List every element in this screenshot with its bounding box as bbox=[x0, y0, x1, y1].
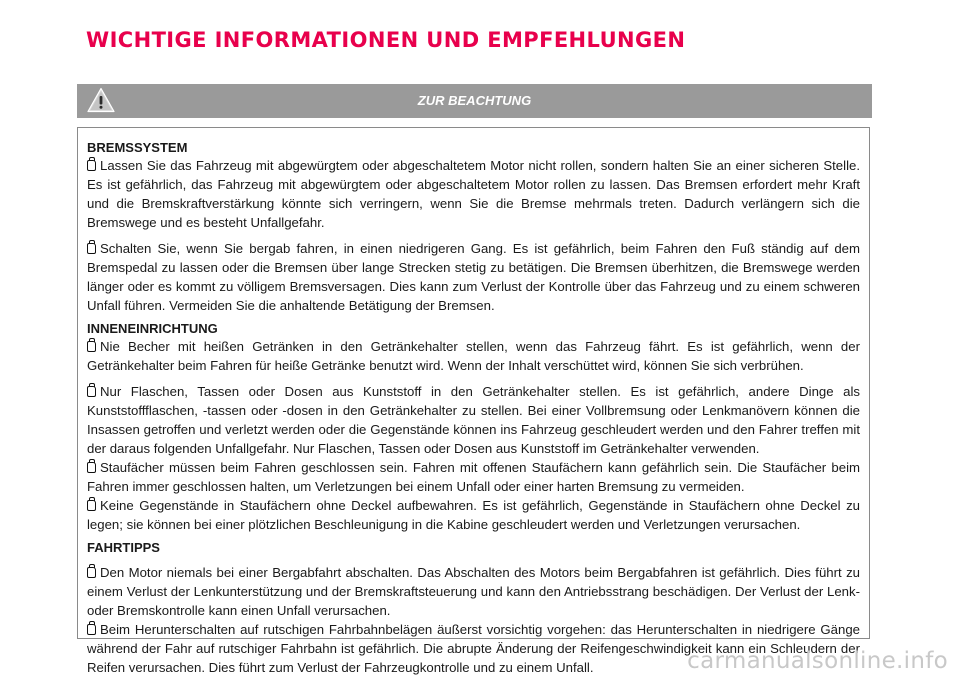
bullet-icon bbox=[87, 341, 96, 352]
bullet-icon bbox=[87, 624, 96, 635]
list-item: Den Motor niemals bei einer Bergabfahrt abschalten. Das Abschalten des Motors beim Bergabfahren ist gefährlich. Dies führt zu einem Verlust der Lenkunterstützung und der Bremskraftsteuerung und kann den Antriebsstrang beschädigen. Der Verlust der Lenk- oder Bremskontrolle kann einen Unfall verursachen. bbox=[87, 565, 860, 618]
bullet-icon bbox=[87, 386, 96, 397]
watermark-text: carmanualsonline.info bbox=[687, 648, 948, 674]
page-title: WICHTIGE INFORMATIONEN UND EMPFEHLUNGEN bbox=[86, 28, 686, 52]
list-item: Lassen Sie das Fahrzeug mit abgewürgtem oder abgeschaltetem Motor nicht rollen, sondern halten Sie an einer sicheren Stelle. Es ist gefährlich, das Fahrzeug mit abgewürgtem oder abgeschaltetem Motor rollen zu lassen. Das Bremsen erfordert mehr Kraft und die Bremskraftverstärkung könnte sich verringern, wenn Sie die Bremse mehrmals treten. Dadurch verlängern sich die Bremswege und es besteht Unfallgefahr. bbox=[87, 158, 860, 230]
list-item: Staufächer müssen beim Fahren geschlossen sein. Fahren mit offenen Staufächern kann gefährlich sein. Die Staufächer beim Fahren immer geschlossen halten, um Verletzungen bei einem Unfall oder einer harten Bremsung zu vermeiden. bbox=[87, 460, 860, 494]
section-heading-bremssystem: BREMSSYSTEM bbox=[87, 140, 188, 155]
list-item: Beim Herunterschalten auf rutschigen Fahrbahnbelägen äußerst vorsichtig vorgehen: das Herunterschalten in niedrigere Gänge während der Fahr auf rutschiger Fahrbahn ist gefährlich. Die abrupte Änderung der Reifengeschwindigkeit kann ein Schleudern der Reifen verursachen. Dies führt zum Verlust der Fahrzeugkontrolle und zu einem Unfall. bbox=[87, 622, 860, 675]
notice-header bbox=[77, 84, 872, 118]
section-heading-fahrtipps: FAHRTIPPS bbox=[87, 540, 160, 555]
bullet-icon bbox=[87, 160, 96, 171]
list-item: Nur Flaschen, Tassen oder Dosen aus Kunststoff in den Getränkehalter stellen. Es ist gefährlich, andere Dinge als Kunststoffflaschen, -tassen oder -dosen in den Getränkehalter zu stellen. Bei einer Vollbremsung oder Lenkmanövern können die Insassen getroffen und verletzt werden oder die Gegenstände können ins Fahrzeug geschleudert werden und den Fahrer treffen mit der daraus folgenden Unfallgefahr. Nur Flaschen, Tassen oder Dosen aus Kunststoff im Getränkehalter verwenden. bbox=[87, 384, 860, 456]
list-item: Schalten Sie, wenn Sie bergab fahren, in einen niedrigeren Gang. Es ist gefährlich, beim Fahren den Fuß ständig auf dem Bremspedal zu lassen oder die Bremsen über lange Strecken stetig zu betätigen. Die Bremsen überhitzen, die Bremswege werden länger oder es kommt zu völligem Bremsversagen. Dies kann zum Verlust der Kontrolle über das Fahrzeug und zu einem schweren Unfall führen. Vermeiden Sie die anhaltende Betätigung der Bremsen. bbox=[87, 241, 860, 313]
bullet-icon bbox=[87, 243, 96, 254]
bullet-icon bbox=[87, 462, 96, 473]
section-heading-inneneinrichtung: INNENEINRICHTUNG bbox=[87, 321, 218, 336]
bullet-icon bbox=[87, 567, 96, 578]
list-item: Nie Becher mit heißen Getränken in den Getränkehalter stellen, wenn das Fahrzeug fährt. Es ist gefährlich, wenn der Getränkehalter beim Fahren für heiße Getränke benutzt wird. Wenn der Inhalt verschüttet wird, können Sie sich verbrühen. bbox=[87, 339, 860, 373]
bullet-icon bbox=[87, 500, 96, 511]
list-item: Keine Gegenstände in Staufächern ohne Deckel aufbewahren. Es ist gefährlich, Gegenstände in Staufächern ohne Deckel zu legen; sie können bei einer plötzlichen Beschleunigung in die Kabine geschleudert werden und Verletzungen verursachen. bbox=[87, 498, 860, 532]
notice-title: ZUR BEACHTUNG bbox=[417, 93, 532, 108]
